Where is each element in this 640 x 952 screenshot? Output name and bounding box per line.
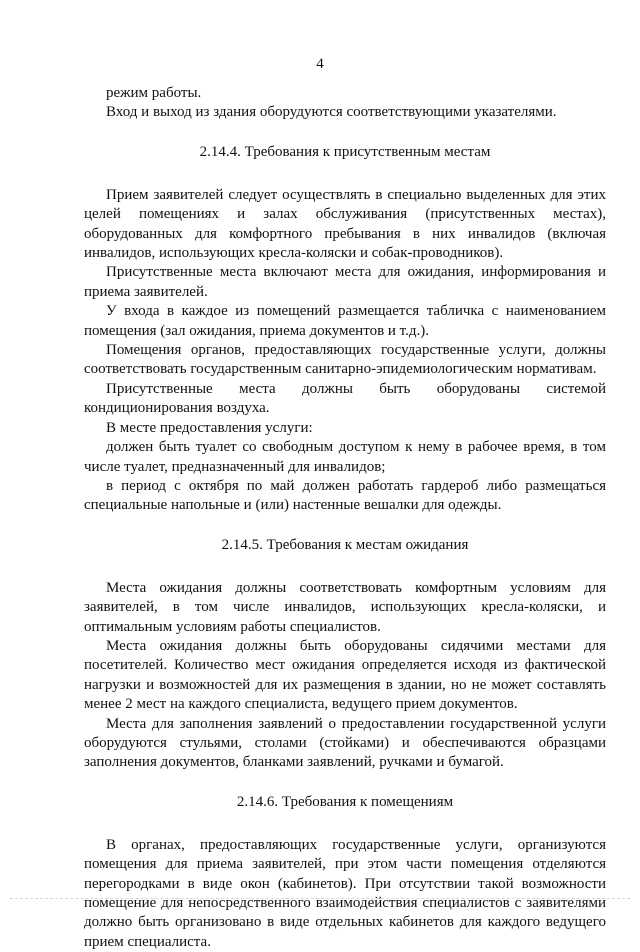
section-heading-2-14-6: 2.14.6. Требования к помещениям [236, 793, 454, 810]
paragraph: В месте предоставления услуги: [106, 419, 313, 436]
paragraph: В органах, предоставляющих государственные услуги, организуются помещения для приема заявителей, при этом части помещения отделяются перегородками в виде окон (кабинетов). При отсутствии такой возможности помещение для непосредственного взаимодействия специалистов с заявителями должно быть организовано в виде отдельных кабинетов для каждого ведущего прием специалиста. [84, 836, 606, 950]
section-heading-2-14-5: 2.14.5. Требования к местам ожидания [221, 536, 469, 553]
paragraph: Прием заявителей следует осуществлять в специально выделенных для этих целей помещениях и залах обслуживания (присутственных местах), оборудованных для комфортного пребывания в них инвалидов (включая инвалидов, использующих кресла-коляски и собак-проводников). [84, 186, 606, 262]
paragraph: Присутственные места включают места для ожидания, информирования и приема заявителей. [84, 264, 606, 300]
paragraph: в период с октября по май должен работать гардероб либо размещаться специальные напольные и (или) настенные вешалки для одежды. [84, 477, 606, 514]
document-body [84, 84, 606, 952]
section-heading-2-14-4: 2.14.4. Требования к присутственным местам [199, 143, 491, 160]
paragraph: Места ожидания должны быть оборудованы сидячими местами для посетителей. Количество мест ожидания определяется исходя из фактической нагрузки и возможностей для их размещения в здании, но не может составлять менее 2 мест на каждого специалиста, ведущего прием документов. [84, 637, 606, 713]
paragraph: Помещения органов, предоставляющих государственные услуги, должны соответствовать государственным санитарно-эпидемиологическим нормативам. [84, 342, 606, 378]
paragraph: режим работы. [106, 85, 202, 101]
scan-bottom-edge [10, 892, 630, 899]
paragraph: Присутственные места должны быть оборудованы системой кондиционирования воздуха. [84, 380, 606, 417]
paragraph: Места для заполнения заявлений о предоставлении государственной услуги оборудуются стульями, столами (стойками) и обеспечиваются образцами заполнения документов, бланками заявлений, ручками и бумагой. [84, 715, 606, 771]
paragraph: У входа в каждое из помещений размещается табличка с наименованием помещения (зал ожидания, приема документов и т.д.). [84, 303, 606, 339]
paragraph: Места ожидания должны соответствовать комфортным условиям для заявителей, в том числе инвалидов, использующих кресла-коляски, и оптимальным условиям работы специалистов. [84, 579, 606, 635]
paragraph: должен быть туалет со свободным доступом к нему в рабочее время, в том числе туалет, предназначенный для инвалидов; [84, 439, 606, 475]
paragraph: Вход и выход из здания оборудуются соответствующими указателями. [106, 104, 557, 121]
page-number: 4 [316, 56, 324, 72]
